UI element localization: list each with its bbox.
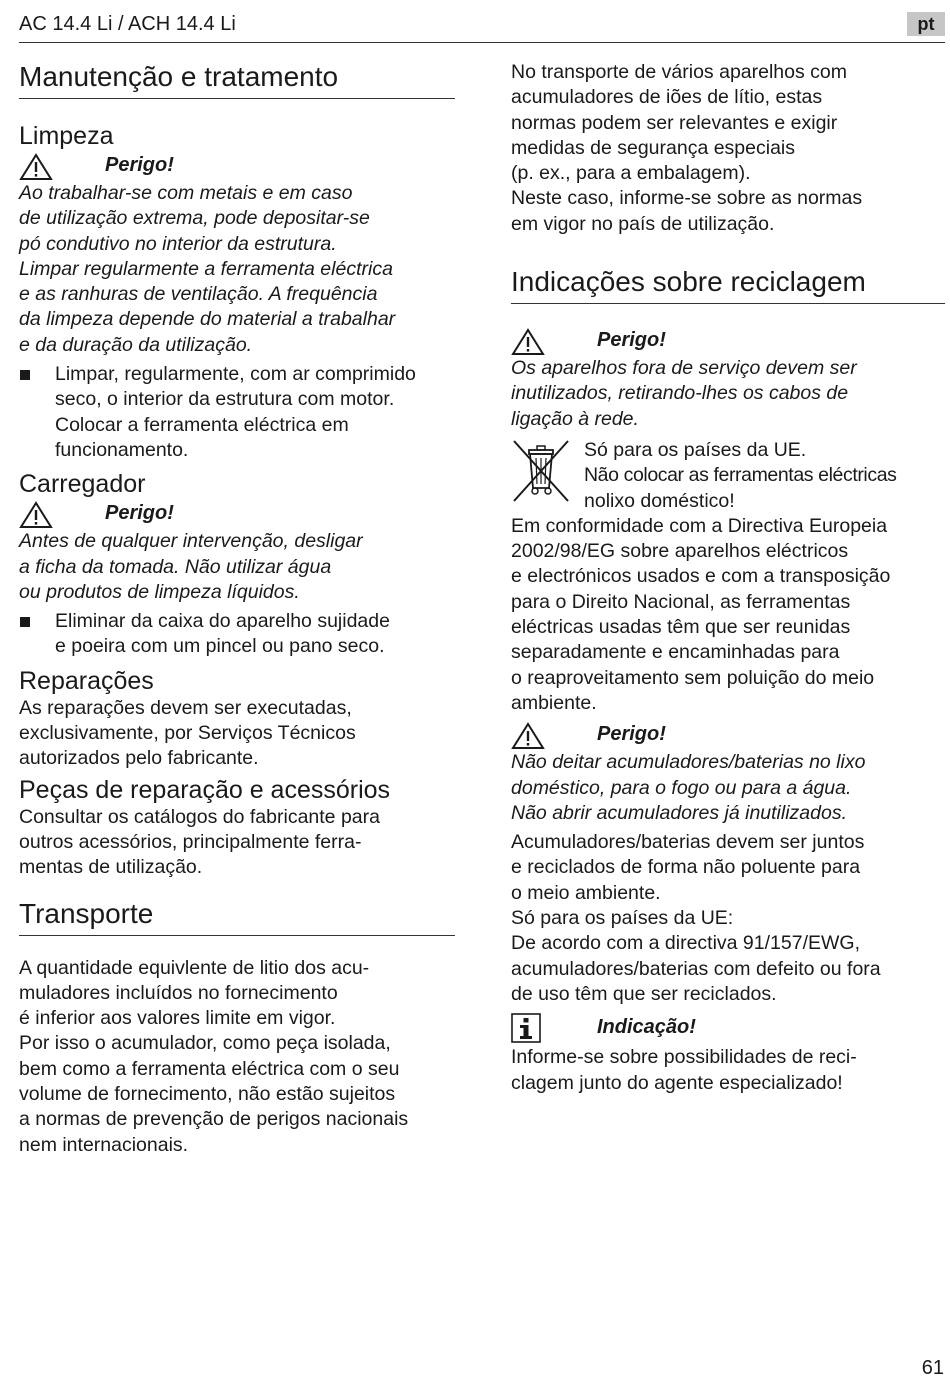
text-line: e poeira com um pincel ou pano seco.: [55, 635, 385, 658]
warning-limpeza: [19, 151, 455, 181]
text-line: o meio ambiente.: [511, 881, 661, 904]
info-label: Indicação!: [597, 1016, 696, 1039]
text-line: normas podem ser relevantes e exigir: [511, 111, 838, 134]
warning-label: Perigo!: [105, 154, 174, 176]
text-transporte-cont: [511, 60, 945, 237]
text-line: Acumuladores/baterias devem ser juntos: [511, 831, 865, 854]
text-line: pó condutivo no interior da estrutura.: [19, 232, 337, 255]
warning-reciclagem-1: [511, 326, 945, 356]
text-line: Não colocar as ferramentas eléctricas: [584, 464, 897, 487]
warning-label: Perigo!: [597, 723, 666, 746]
heading-reciclagem: Indicações sobre reciclagem: [511, 265, 945, 304]
text-line: mentas de utilização.: [19, 856, 203, 879]
heading-manutencao: Manutenção e tratamento: [19, 60, 455, 99]
text-line: Informe-se sobre possibilidades de reci-: [511, 1046, 857, 1069]
text-line: A quantidade equivlente de litio dos acu-: [19, 956, 370, 979]
text-line: a ficha da tomada. Não utilizar água: [19, 555, 332, 578]
right-column: [511, 60, 945, 1096]
bullet-square-icon: [20, 370, 30, 380]
text-line: (p. ex., para a embalagem).: [511, 162, 751, 185]
text-line: medidas de segurança especiais: [511, 136, 796, 159]
text-line: eléctricas usadas têm que ser reunidas: [511, 616, 851, 639]
text-line: Só para os países da UE.: [584, 438, 807, 461]
text-line: Limpar regularmente a ferramenta eléctrica: [19, 257, 393, 280]
text-line: separadamente e encaminhadas para: [511, 641, 840, 664]
page-number: 61: [921, 1357, 944, 1379]
text-line: Não deitar acumuladores/baterias no lixo: [511, 751, 866, 774]
heading-pecas: Peças de reparação e acessórios: [19, 775, 391, 804]
text-line: e electrónicos usados e com a transposição: [511, 565, 891, 588]
text-line: acumuladores/baterias com defeito ou fora: [511, 957, 881, 980]
text-line: As reparações devem ser executadas,: [19, 696, 352, 719]
text-line: Não abrir acumuladores já inutilizados.: [511, 801, 848, 824]
warning-reciclagem-2: [511, 720, 945, 750]
warning-triangle-icon: [19, 501, 53, 529]
text-line: funcionamento.: [55, 438, 189, 461]
heading-transporte: Transporte: [19, 897, 455, 936]
crossed-out-wheelie-bin-icon: [511, 438, 571, 504]
text-line: o reaproveitamento sem poluição do meio: [511, 666, 875, 689]
text-line: Os aparelhos fora de serviço devem ser: [511, 357, 857, 380]
warning-text-reciclagem-1: [511, 356, 945, 432]
text-line: Consultar os catálogos do fabricante para: [19, 805, 380, 828]
text-line: nem internacionais.: [19, 1133, 189, 1156]
text-transporte: [19, 956, 455, 1158]
text-line: a normas de prevenção de perigos nacionais: [19, 1108, 409, 1131]
text-line: em vigor no país de utilização.: [511, 212, 775, 235]
info-icon: [511, 1013, 541, 1043]
bullet-item: [19, 609, 455, 660]
text-line: volume de fornecimento, não estão sujeitos: [19, 1083, 396, 1106]
text-line: clagem junto do agente especializado!: [511, 1071, 843, 1094]
heading-carregador: Carregador: [19, 470, 146, 499]
text-line: Limpar, regularmente, com ar comprimido: [55, 363, 416, 386]
bullet-square-icon: [20, 617, 30, 627]
text-line: outros acessórios, principalmente ferra-: [19, 830, 362, 853]
text-line: da limpeza depende do material a trabalhar: [19, 308, 396, 331]
text-pecas: [19, 805, 455, 881]
text-line: acumuladores de iões de lítio, estas: [511, 86, 823, 109]
text-line: Neste caso, informe-se sobre as normas: [511, 187, 863, 210]
text-line: exclusivamente, por Serviços Técnicos: [19, 722, 356, 745]
text-line: Só para os países da UE:: [511, 907, 734, 930]
text-line: seco, o interior da estrutura com motor.: [55, 388, 395, 411]
warning-carregador: [19, 499, 455, 529]
warning-triangle-icon: [511, 328, 545, 356]
weee-notice: [511, 438, 945, 514]
document-title: AC 14.4 Li / ACH 14.4 Li: [19, 13, 236, 35]
heading-limpeza: Limpeza: [19, 122, 114, 150]
text-line: ligação à rede.: [511, 407, 639, 430]
text-line: inutilizados, retirando-lhes os cabos de: [511, 382, 849, 405]
text-line: Ao trabalhar-se com metais e em caso: [19, 182, 353, 204]
text-line: é inferior aos valores limite em vigor.: [19, 1007, 336, 1030]
warning-text-carregador: [19, 529, 455, 605]
text-line: doméstico, para o fogo ou para a água.: [511, 776, 852, 799]
text-line: ambiente.: [511, 691, 597, 714]
warning-label: Perigo!: [597, 329, 666, 352]
text-line: autorizados pelo fabricante.: [19, 747, 259, 770]
text-line: Por isso o acumulador, como peça isolada,: [19, 1032, 391, 1055]
text-line: Em conformidade com a Directiva Europeia: [511, 514, 888, 537]
text-reparacoes: [19, 696, 455, 772]
text-line: Eliminar da caixa do aparelho sujidade: [55, 610, 390, 633]
text-line: e reciclados de forma não poluente para: [511, 856, 861, 879]
warning-triangle-icon: [19, 153, 53, 181]
text-line: 2002/98/EG sobre aparelhos eléctricos: [511, 540, 849, 563]
text-line: Colocar a ferramenta eléctrica em: [55, 413, 349, 436]
heading-reparacoes: Reparações: [19, 666, 154, 695]
text-line: No transporte de vários aparelhos com: [511, 61, 848, 83]
warning-text-limpeza: [19, 181, 455, 358]
warning-label: Perigo!: [105, 502, 174, 525]
text-line: para o Direito Nacional, as ferramentas: [511, 590, 851, 613]
left-column: [19, 60, 455, 1158]
text-line: Antes de qualquer intervenção, desligar: [19, 530, 363, 553]
text-line: bem como a ferramenta eléctrica com o seu: [19, 1057, 400, 1080]
text-line: e as ranhuras de ventilação. A frequência: [19, 283, 378, 306]
text-line: muladores incluídos no fornecimento: [19, 981, 338, 1004]
text-line: de utilização extrema, pode depositar-se: [19, 207, 370, 230]
language-badge: pt: [907, 12, 945, 36]
text-batteries: [511, 830, 945, 1007]
page-header: [19, 12, 945, 43]
text-line: De acordo com a directiva 91/157/EWG,: [511, 932, 860, 955]
text-directive: [511, 514, 945, 716]
bullet-item: [19, 362, 455, 463]
warning-triangle-icon: [511, 722, 545, 750]
text-line: e da duração da utilização.: [19, 333, 253, 356]
text-line: ou produtos de limpeza líquidos.: [19, 580, 300, 603]
text-line: nolixo doméstico!: [584, 489, 735, 512]
text-info: [511, 1045, 945, 1096]
info-notice: [511, 1013, 945, 1045]
text-line: de uso têm que ser reciclados.: [511, 982, 777, 1005]
warning-text-reciclagem-2: [511, 750, 945, 826]
